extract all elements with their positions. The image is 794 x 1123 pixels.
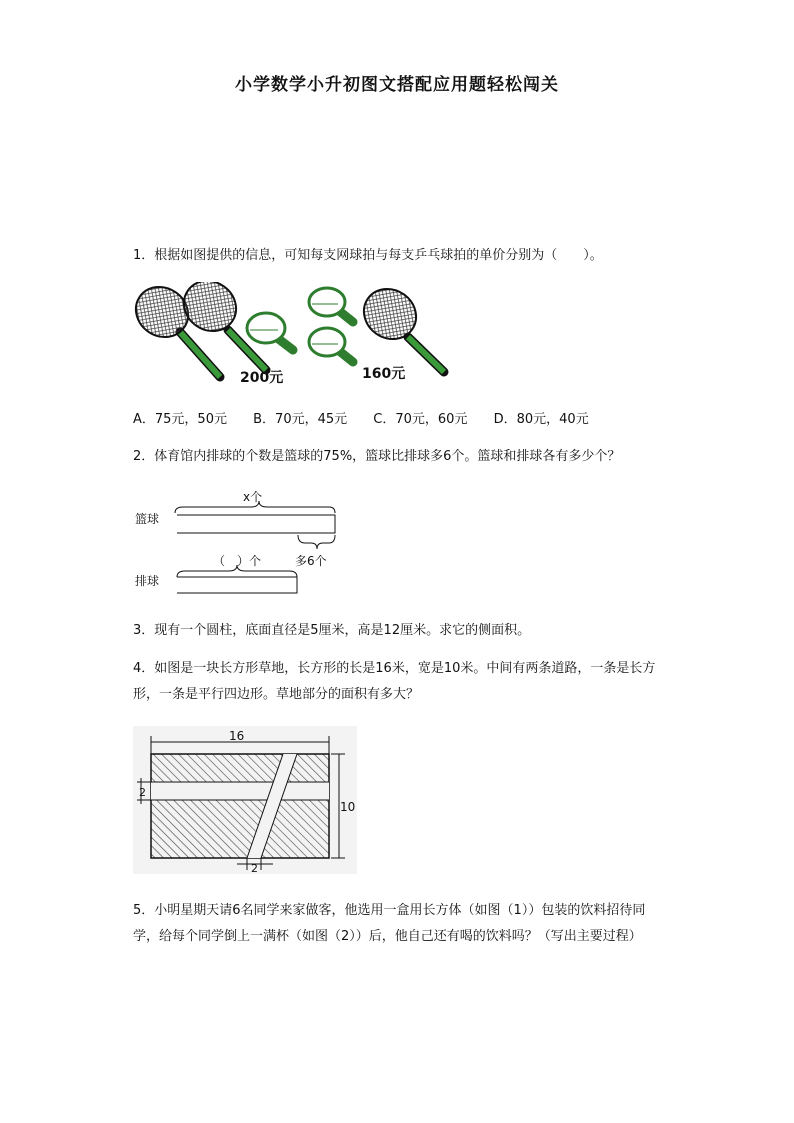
question-1-text: 1．根据如图提供的信息，可知每支网球拍与每支乒乓球拍的单价分别为（ ）。	[133, 248, 603, 263]
question-5-text: 5．小明星期天请6名同学来家做客，他选用一盒用长方体（如图（1））包装的饮料招待同学，给每个同学倒上一满杯（如图（2））后，他自己还有喝的饮料吗？（写出主要过程）	[133, 903, 646, 944]
dim-length: 16	[229, 729, 245, 743]
option-b[interactable]: B．70元，45元	[253, 412, 348, 427]
pingpong-paddle-icon	[309, 328, 353, 362]
label-blank: （ ）个	[213, 554, 262, 568]
question-1-options	[133, 408, 611, 427]
tennis-racket-icon	[354, 282, 444, 372]
rackets-figure	[128, 282, 458, 392]
label-more: 多6个	[295, 554, 327, 568]
option-a[interactable]: A．75元，50元	[133, 412, 227, 427]
question-4-text: 4．如图是一块长方形草地，长方形的长是16米，宽是10米。中间有两条道路，一条是长方形，一条是平行四边形。草地部分的面积有多大？	[133, 661, 656, 702]
option-d[interactable]: D．80元，40元	[493, 412, 589, 427]
option-c[interactable]: C．70元，60元	[373, 412, 468, 427]
dim-road-parallelogram: 2	[251, 862, 258, 874]
question-3-text: 3．现有一个圆柱，底面直径是5厘米，高是12厘米。求它的侧面积。	[133, 623, 531, 638]
question-2-text: 2．体育馆内排球的个数是篮球的75%，篮球比排球多6个。篮球和排球各有多少个？	[133, 449, 621, 464]
pingpong-paddle-icon	[247, 313, 293, 350]
line-segment-diagram	[133, 485, 363, 595]
dim-width: 10	[340, 800, 356, 814]
label-x: x个	[243, 490, 263, 504]
lawn-diagram	[133, 726, 357, 874]
price-right-label: 160元	[362, 366, 406, 382]
price-left-label: 200元	[240, 370, 284, 386]
label-basketball: 篮球	[135, 512, 160, 526]
label-volleyball: 排球	[135, 574, 160, 588]
pingpong-paddle-icon	[309, 288, 353, 322]
dim-road-horizontal: 2	[139, 786, 146, 799]
page-title: 小学数学小升初图文搭配应用题轻松闯关	[235, 75, 559, 95]
